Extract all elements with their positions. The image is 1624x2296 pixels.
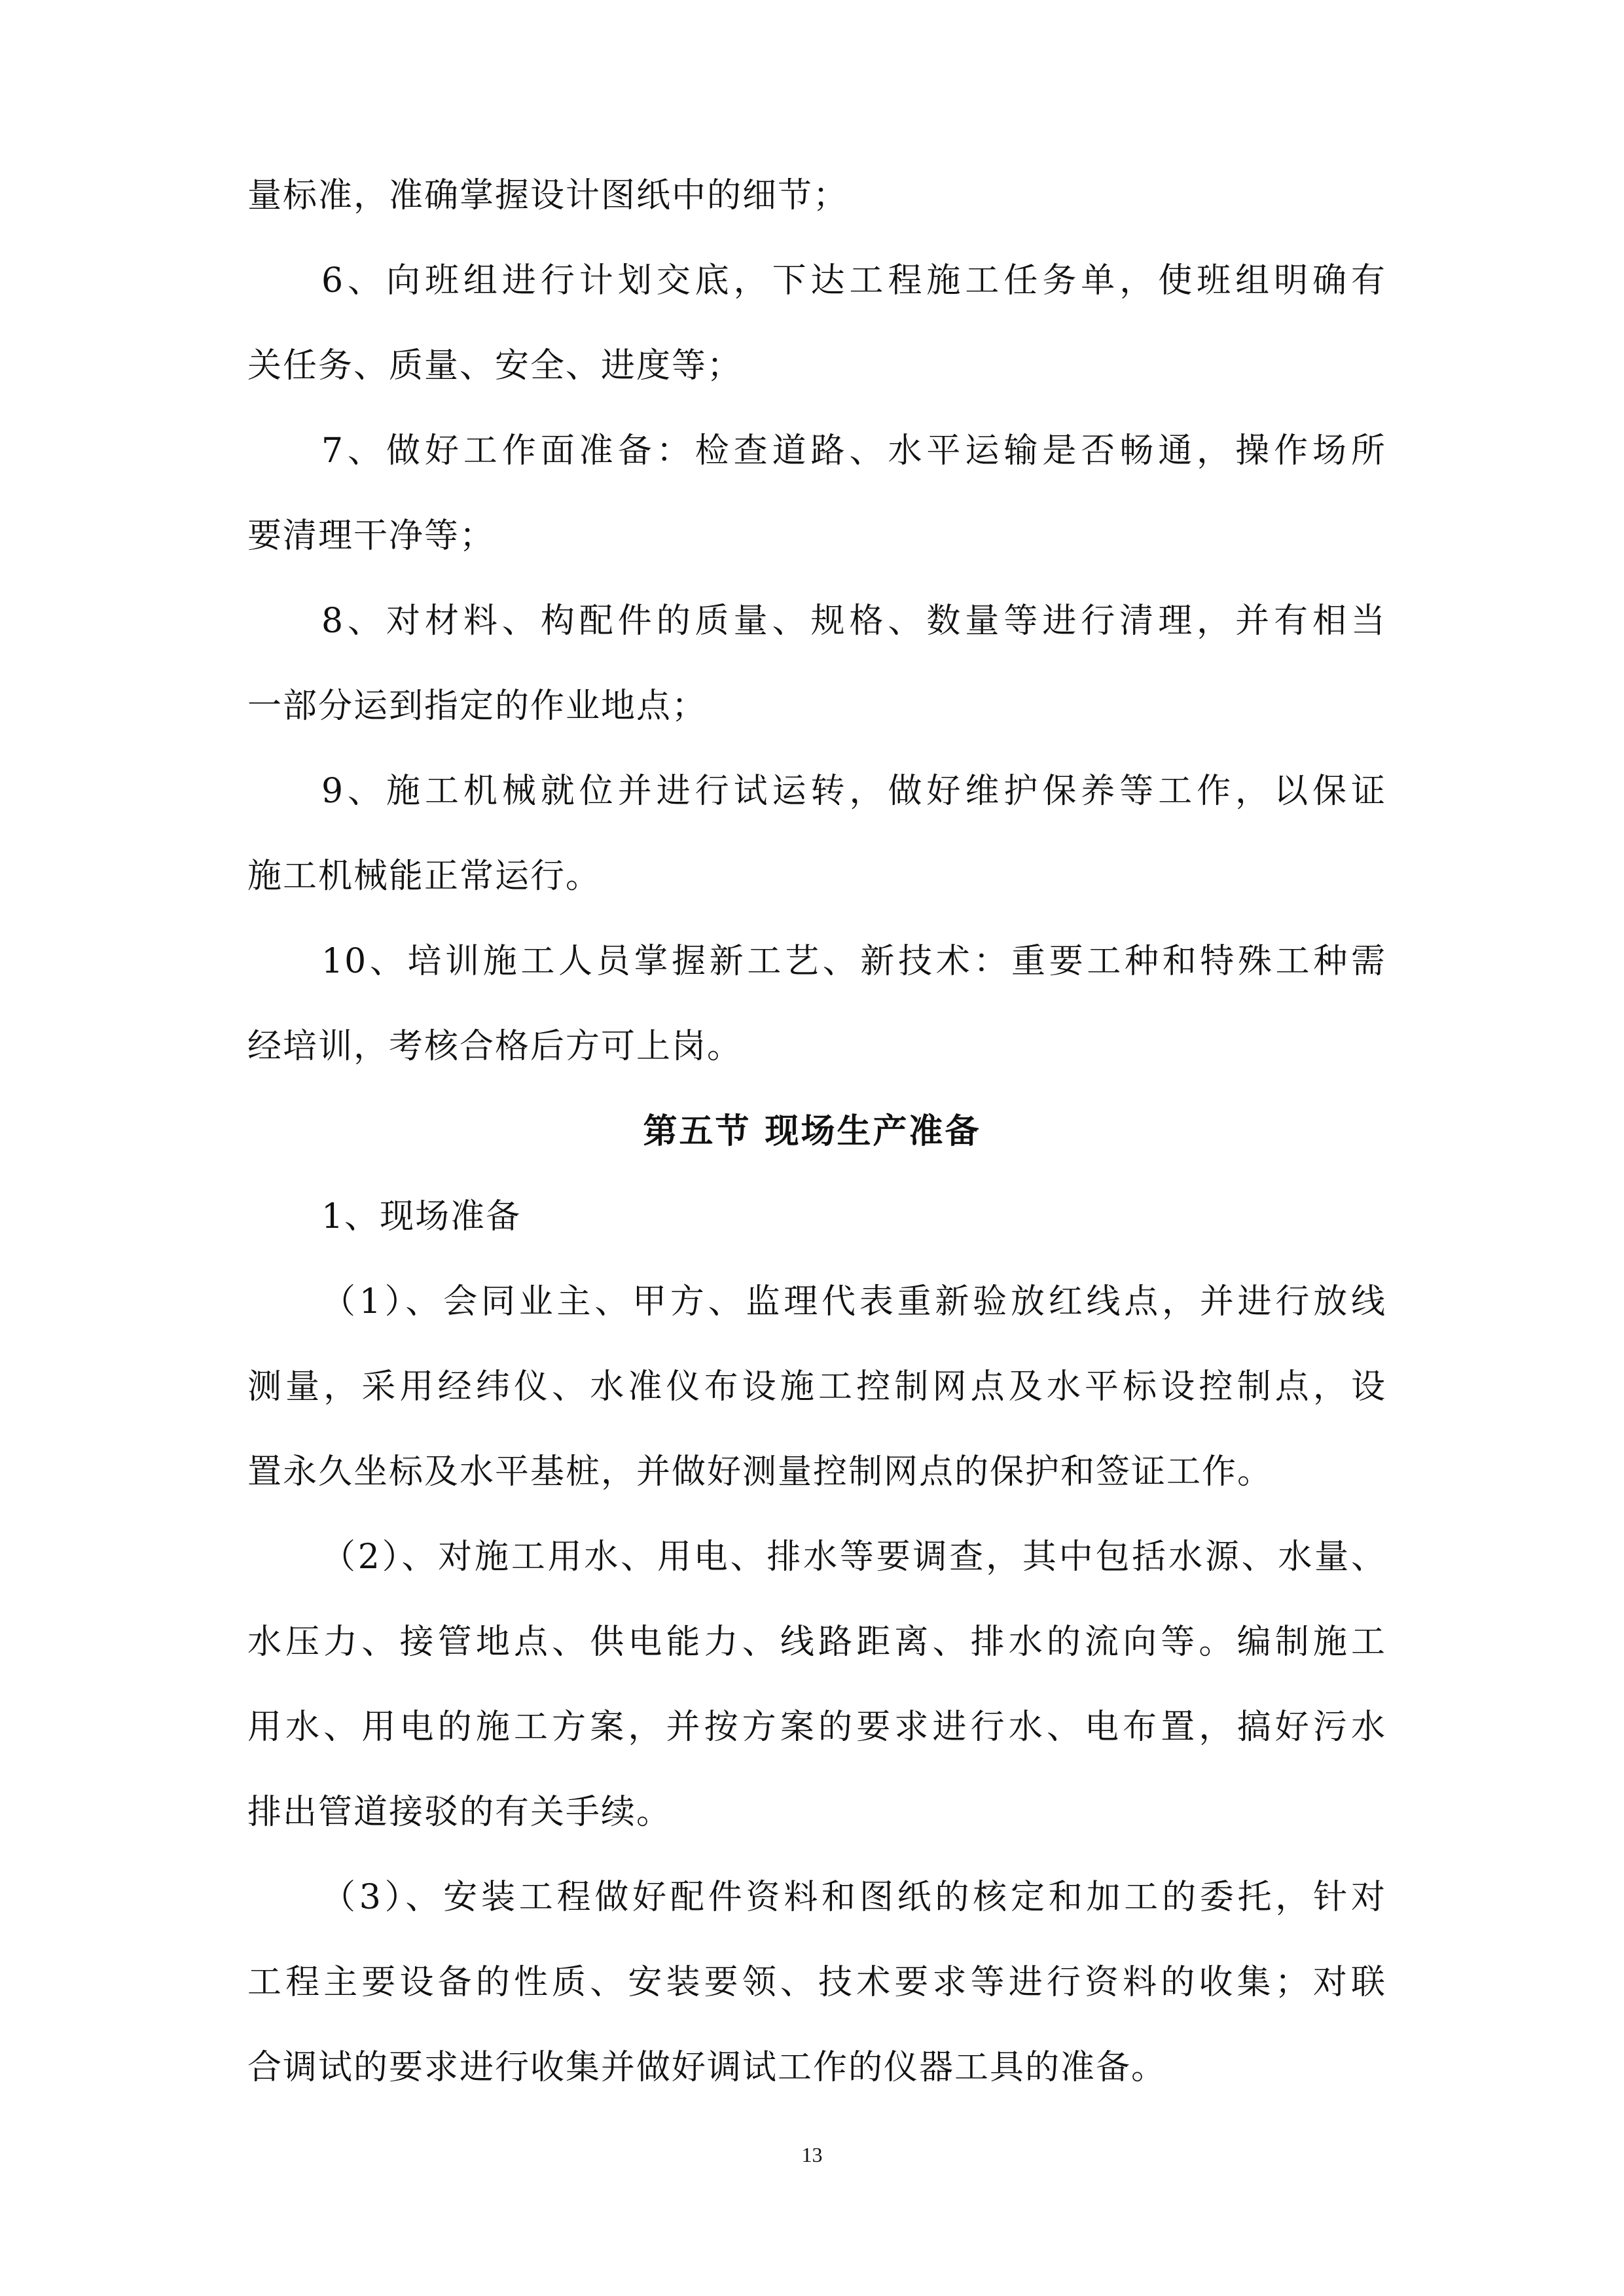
paragraph-line: 排出管道接驳的有关手续。 (247, 1793, 672, 1832)
paragraph-line: 工程主要设备的性质、安装要领、技术要求等进行资料的收集；对联 (247, 1963, 1386, 2002)
paragraph-line: 用水、用电的施工方案，并按方案的要求进行水、电布置，搞好污水 (247, 1708, 1386, 1747)
page-number: 13 (801, 2143, 823, 2166)
paragraph-line: 10、培训施工人员掌握新工艺、新技术：重要工种和特殊工种需 (321, 942, 1386, 981)
paragraph-line: （2）、对施工用水、用电、排水等要调查，其中包括水源、水量、 (321, 1537, 1386, 1577)
paragraph-line: 量标准，准确掌握设计图纸中的细节； (247, 176, 849, 215)
paragraph-line: （3）、安装工程做好配件资料和图纸的核定和加工的委托，针对 (321, 1878, 1386, 1917)
paragraph-line: 合调试的要求进行收集并做好调试工作的仪器工具的准备。 (247, 2048, 1167, 2087)
paragraph-line: 施工机械能正常运行。 (247, 857, 602, 896)
paragraph-line: 置永久坐标及水平基桩，并做好测量控制网点的保护和签证工作。 (247, 1452, 1273, 1492)
paragraph-line: 关任务、质量、安全、进度等； (247, 346, 743, 386)
paragraph-line: 经培训，考核合格后方可上岗。 (247, 1027, 743, 1066)
paragraph-line: 9、施工机械就位并进行试运转，做好维护保养等工作，以保证 (321, 772, 1386, 811)
paragraph-line: 8、对材料、构配件的质量、规格、数量等进行清理，并有相当 (321, 601, 1386, 641)
section-heading: 第五节 现场生产准备 (643, 1112, 981, 1151)
paragraph-line: 测量，采用经纬仪、水准仪布设施工控制网点及水平标设控制点，设 (247, 1367, 1386, 1407)
paragraph-line: 水压力、接管地点、供电能力、线路距离、排水的流向等。编制施工 (247, 1623, 1386, 1662)
paragraph-line: （1）、会同业主、甲方、监理代表重新验放红线点，并进行放线 (321, 1282, 1386, 1321)
paragraph-line: 一部分运到指定的作业地点； (247, 687, 708, 726)
subsection-title: 1、现场准备 (321, 1197, 522, 1236)
paragraph-line: 7、做好工作面准备：检查道路、水平运输是否畅通，操作场所 (321, 431, 1386, 471)
paragraph-line: 6、向班组进行计划交底，下达工程施工任务单，使班组明确有 (321, 261, 1386, 300)
paragraph-line: 要清理干净等； (247, 516, 496, 556)
